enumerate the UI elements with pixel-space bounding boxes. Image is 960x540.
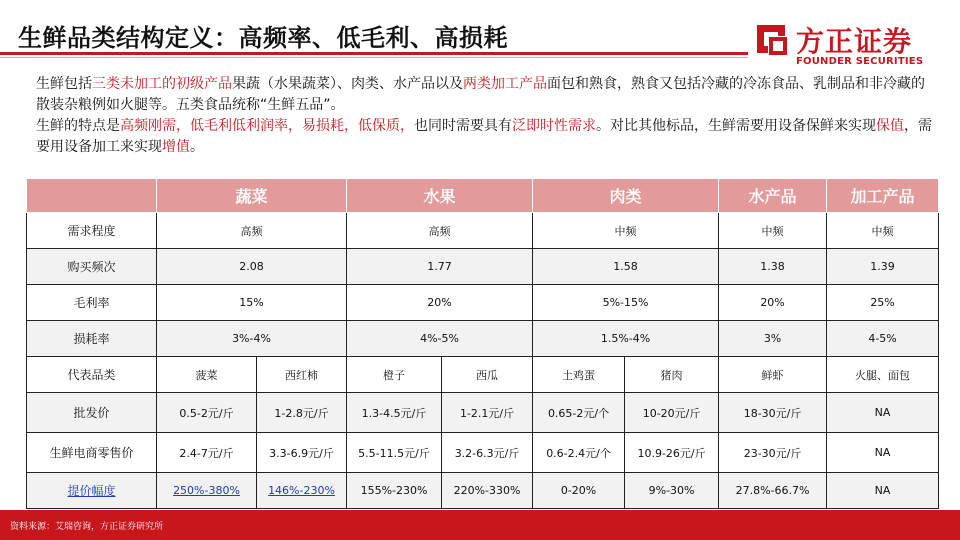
table-cell: 菠菜 (157, 357, 257, 393)
header-cell: 加工产品 (827, 179, 939, 213)
footer-source: 资料来源：艾瑞咨询，方正证券研究所 (10, 522, 164, 532)
table-cell: 4-5% (827, 321, 939, 357)
body-text: 也同时需要具有 (414, 118, 512, 134)
table-cell: 23-30元/斤 (719, 433, 827, 473)
table-cell: 中频 (827, 213, 939, 249)
footer-bar (0, 510, 960, 540)
table-cell: 1.3-4.5元/斤 (347, 393, 442, 433)
logo-name: 方正证券 (796, 25, 913, 58)
highlight-text: 高频刚需，低毛利低利润率，易损耗，低保质， (120, 118, 414, 134)
intro-text (36, 74, 936, 158)
table-row (27, 433, 939, 473)
table-cell: 中频 (533, 213, 719, 249)
table-cell: 0-20% (533, 473, 625, 509)
table-cell: 火腿、面包 (827, 357, 939, 393)
body-text: 面包和熟食，熟食又包括冷藏的冷冻食品、乳制品和非冷藏的散装杂粮例如火腿等。五类食品统称“生鲜五品”。 (36, 76, 925, 113)
table-row (27, 473, 939, 509)
table-cell: 1.38 (719, 249, 827, 285)
table-cell[interactable]: 146%-230% (257, 473, 347, 509)
table-cell: 0.65-2元/个 (533, 393, 625, 433)
body-text: ，需要用设备加工来实现 (36, 118, 932, 155)
table-cell: 1.39 (827, 249, 939, 285)
logo-english-name: FOUNDER SECURITIES (796, 56, 924, 67)
founder-logo (754, 16, 944, 72)
table-cell: 1-2.8元/斤 (257, 393, 347, 433)
table-cell: 西红柿 (257, 357, 347, 393)
table-cell: 25% (827, 285, 939, 321)
row-label: 损耗率 (27, 321, 157, 357)
table-row (27, 321, 939, 357)
highlight-text: 保值 (876, 118, 904, 134)
intro-paragraph-2 (36, 116, 936, 158)
row-label: 购买频次 (27, 249, 157, 285)
table-cell: 1.58 (533, 249, 719, 285)
highlight-text: 两类加工产品 (463, 76, 547, 92)
founder-logo-mark-icon (754, 22, 788, 56)
table-row (27, 393, 939, 433)
table-cell: 土鸡蛋 (533, 357, 625, 393)
highlight-text: 泛即时性需求 (512, 118, 596, 134)
table-row (27, 213, 939, 249)
table-row (27, 285, 939, 321)
body-text: 果蔬（水果蔬菜）、肉类、水产品以及 (232, 76, 463, 92)
row-label: 批发价 (27, 393, 157, 433)
body-text: 生鲜的特点是 (36, 118, 120, 134)
table-row (27, 249, 939, 285)
table-cell: 10-20元/斤 (625, 393, 719, 433)
table-cell: 2.4-7元/斤 (157, 433, 257, 473)
table-cell: 鲜虾 (719, 357, 827, 393)
table-cell: 1-2.1元/斤 (442, 393, 533, 433)
header-corner (27, 179, 157, 213)
table-cell: 10.9-26元/斤 (625, 433, 719, 473)
table-cell: 高频 (157, 213, 347, 249)
row-label: 代表品类 (27, 357, 157, 393)
title-underline-thin (0, 57, 748, 58)
header-cell: 肉类 (533, 179, 719, 213)
table-cell: 220%-330% (442, 473, 533, 509)
header-cell: 水果 (347, 179, 533, 213)
body-text: 。 (190, 139, 204, 155)
table-cell: 1.77 (347, 249, 533, 285)
table-cell: NA (827, 433, 939, 473)
table-cell: 0.5-2元/斤 (157, 393, 257, 433)
table-cell: 3.2-6.3元/斤 (442, 433, 533, 473)
table-cell: NA (827, 473, 939, 509)
table-cell: 155%-230% (347, 473, 442, 509)
table-header-row (27, 179, 939, 213)
table-row (27, 357, 939, 393)
table-cell: 3%-4% (157, 321, 347, 357)
table-cell: 18-30元/斤 (719, 393, 827, 433)
table-cell: 4%-5% (347, 321, 533, 357)
page-title: 生鲜品类结构定义：高频率、低毛利、高损耗 (18, 24, 508, 52)
table-cell: 1.5%-4% (533, 321, 719, 357)
table-cell: 猪肉 (625, 357, 719, 393)
produce-comparison-table (26, 178, 939, 509)
table-cell: 27.8%-66.7% (719, 473, 827, 509)
row-label[interactable]: 提价幅度 (27, 473, 157, 509)
row-label: 需求程度 (27, 213, 157, 249)
highlight-text: 三类未加工的初级产品 (92, 76, 232, 92)
table-cell: 0.6-2.4元/个 (533, 433, 625, 473)
table-cell: 9%-30% (625, 473, 719, 509)
header-cell: 水产品 (719, 179, 827, 213)
table-cell: 5%-15% (533, 285, 719, 321)
table-cell[interactable]: 250%-380% (157, 473, 257, 509)
body-text: 生鲜包括 (36, 76, 92, 92)
table-cell: 20% (719, 285, 827, 321)
intro-paragraph-1 (36, 74, 936, 116)
table-cell: 3.3-6.9元/斤 (257, 433, 347, 473)
table-cell: 2.08 (157, 249, 347, 285)
table-cell: 3% (719, 321, 827, 357)
table-cell: 20% (347, 285, 533, 321)
table-cell: 橙子 (347, 357, 442, 393)
row-label: 毛利率 (27, 285, 157, 321)
header-cell: 蔬菜 (157, 179, 347, 213)
table-cell: 高频 (347, 213, 533, 249)
highlight-text: 增值 (162, 139, 190, 155)
table-cell: NA (827, 393, 939, 433)
table-cell: 中频 (719, 213, 827, 249)
table-cell: 西瓜 (442, 357, 533, 393)
title-underline (0, 52, 748, 55)
body-text: 。对比其他标品，生鲜需要用设备保鲜来实现 (596, 118, 876, 134)
table-cell: 5.5-11.5元/斤 (347, 433, 442, 473)
table-cell: 15% (157, 285, 347, 321)
row-label: 生鲜电商零售价 (27, 433, 157, 473)
